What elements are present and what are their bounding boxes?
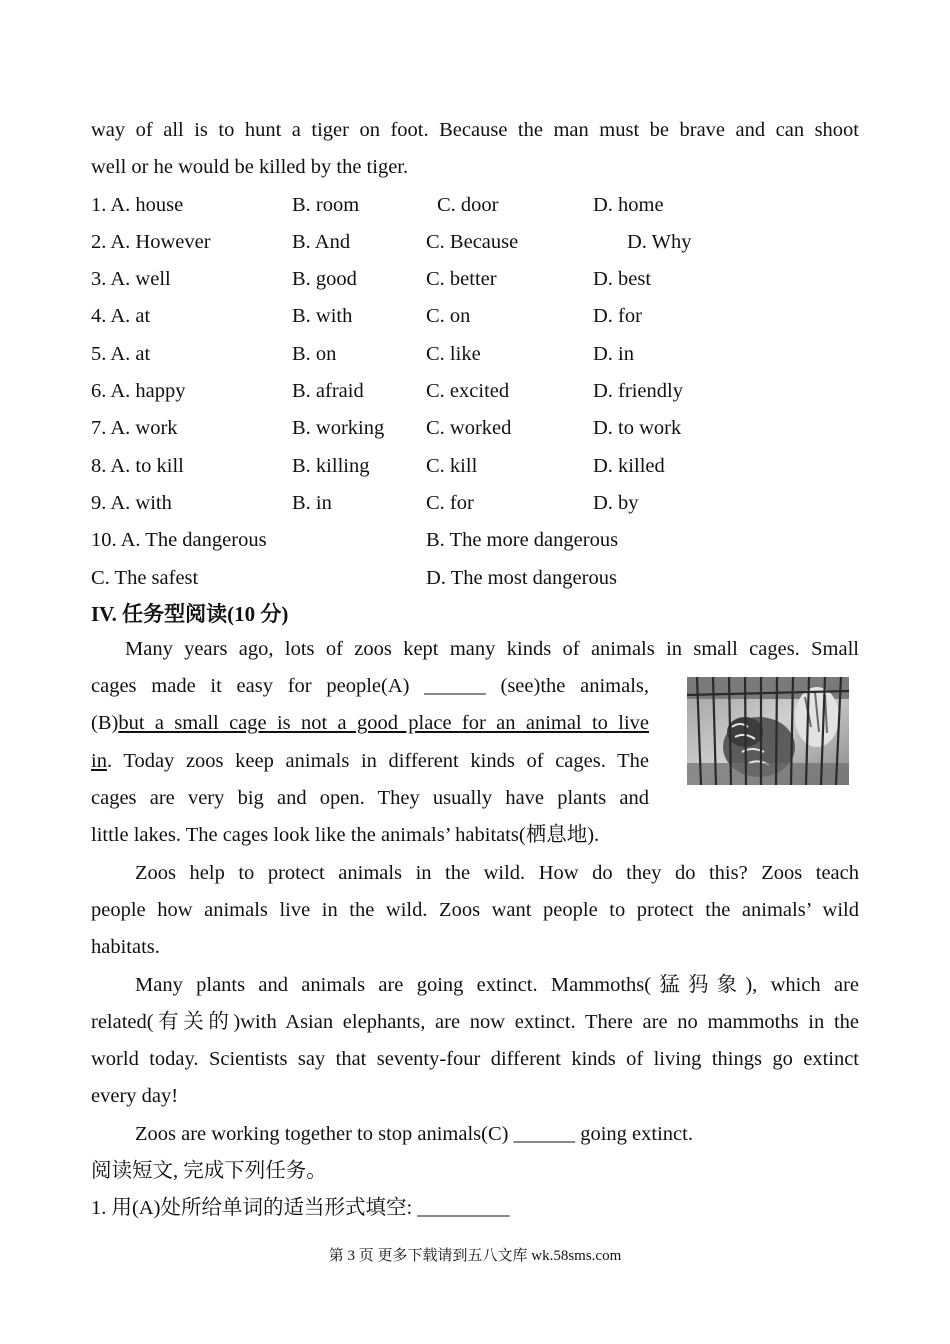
option-c: C. kill (426, 454, 478, 477)
question-row (91, 224, 859, 261)
question-list (91, 187, 859, 523)
passage-p1-line-1: Many years ago, lots of zoos kept many kinds of animals in small cages. Small (125, 637, 859, 660)
option-d: D. home (593, 193, 664, 216)
passage-p4-line-1: Zoos are working together to stop animals(C) ______ going extinct. (135, 1122, 693, 1145)
option-b: B. room (292, 193, 360, 216)
question-row (91, 410, 859, 447)
option-b: B. good (292, 268, 357, 291)
option-a: 6. A. happy (91, 380, 186, 403)
page-footer: 第 3 页 更多下载请到五八文库 wk.58sms.com (328, 1248, 622, 1264)
option-c: C. better (426, 268, 497, 291)
option-b: B. And (292, 230, 351, 253)
option-c: C. Because (426, 230, 519, 253)
option-d: D. for (593, 305, 642, 328)
option-d: D. in (593, 342, 634, 365)
passage-p1-line-6: little lakes. The cages look like the animals’ habitats(栖息地). (91, 824, 600, 847)
passage-p1-line-5: cages are very big and open. They usually have plants and (91, 787, 649, 810)
option-b: B. on (292, 342, 337, 365)
task-1: 1. 用(A)处所给单词的适当形式填空: _________ (91, 1197, 510, 1220)
question-row (91, 187, 859, 224)
tiger-in-cage-photo (687, 677, 849, 785)
option-d: D. killed (593, 454, 665, 477)
passage-p3-line-3: world today. Scientists say that seventy-four different kinds of living things go extinct (91, 1048, 859, 1071)
intro-line-1: way of all is to hunt a tiger on foot. Because the man must be brave and can shoot (91, 119, 859, 141)
option-d: D. by (593, 491, 639, 514)
passage-p3-line-4: every day! (91, 1085, 179, 1108)
option-a: 1. A. house (91, 193, 184, 216)
q10-option-b: B. The more dangerous (426, 529, 619, 552)
passage-p3-line-2: related(有关的)with Asian elephants, are now extinct. There are no mammoths in the (91, 1010, 859, 1033)
option-c: C. worked (426, 417, 512, 440)
task-instructions: 阅读短文, 完成下列任务。 (91, 1160, 327, 1183)
option-b: B. with (292, 305, 353, 328)
option-a: 3. A. well (91, 268, 171, 291)
blank-b-label: (B) (91, 712, 119, 735)
passage-p2-line-2: people how animals live in the wild. Zoos want people to protect the animals’ wild (91, 898, 859, 921)
option-a: 2. A. However (91, 230, 211, 253)
passage-p3-line-1: Many plants and animals are going extinct. Mammoths(猛犸象), which are (135, 973, 859, 996)
question-row (91, 448, 859, 485)
option-b: B. working (292, 417, 385, 440)
document-page (91, 112, 859, 1228)
question-row (91, 485, 859, 522)
intro-line-2: well or he would be killed by the tiger. (91, 156, 409, 179)
question-10-row-2 (91, 560, 859, 597)
question-10-row-1 (91, 522, 859, 559)
q10-option-a: 10. A. The dangerous (91, 529, 267, 552)
option-a: 9. A. with (91, 491, 172, 514)
option-d: D. Why (627, 230, 692, 253)
section-heading: IV. 任务型阅读(10 分) (91, 601, 289, 626)
option-d: D. friendly (593, 380, 683, 403)
option-a: 5. A. at (91, 342, 151, 365)
passage-p1-line-4 (91, 743, 649, 780)
option-b: B. in (292, 491, 332, 514)
option-b: B. killing (292, 454, 370, 477)
passage-p1-line-3 (91, 705, 649, 742)
option-b: B. afraid (292, 380, 364, 403)
passage-p1-line-4-rest: . Today zoos keep animals in different kinds of cages. The (106, 749, 649, 772)
option-a: 4. A. at (91, 305, 151, 328)
question-row (91, 373, 859, 410)
underlined-sentence-b: but a small cage is not a good place for an animal to live (118, 712, 649, 735)
option-d: D. best (593, 268, 652, 291)
option-c: C. like (426, 342, 481, 365)
option-c: C. door (437, 193, 499, 216)
question-row (91, 298, 859, 335)
option-d: D. to work (593, 417, 682, 440)
passage-p2-line-1: Zoos help to protect animals in the wild. How do they do this? Zoos teach (135, 861, 859, 884)
option-a: 7. A. work (91, 417, 178, 440)
option-a: 8. A. to kill (91, 454, 184, 477)
question-row (91, 336, 859, 373)
option-c: C. excited (426, 380, 510, 403)
option-c: C. for (426, 491, 474, 514)
tiger-cage-illustration (687, 677, 849, 785)
underlined-sentence-b-end: in (91, 749, 107, 772)
passage-p1-line-2: cages made it easy for people(A) ______ (see)the animals, (91, 675, 649, 698)
q10-option-c: C. The safest (91, 566, 199, 589)
option-c: C. on (426, 305, 471, 328)
q10-option-d: D. The most dangerous (426, 566, 617, 589)
question-row (91, 261, 859, 298)
passage-p2-line-3: habitats. (91, 936, 160, 959)
